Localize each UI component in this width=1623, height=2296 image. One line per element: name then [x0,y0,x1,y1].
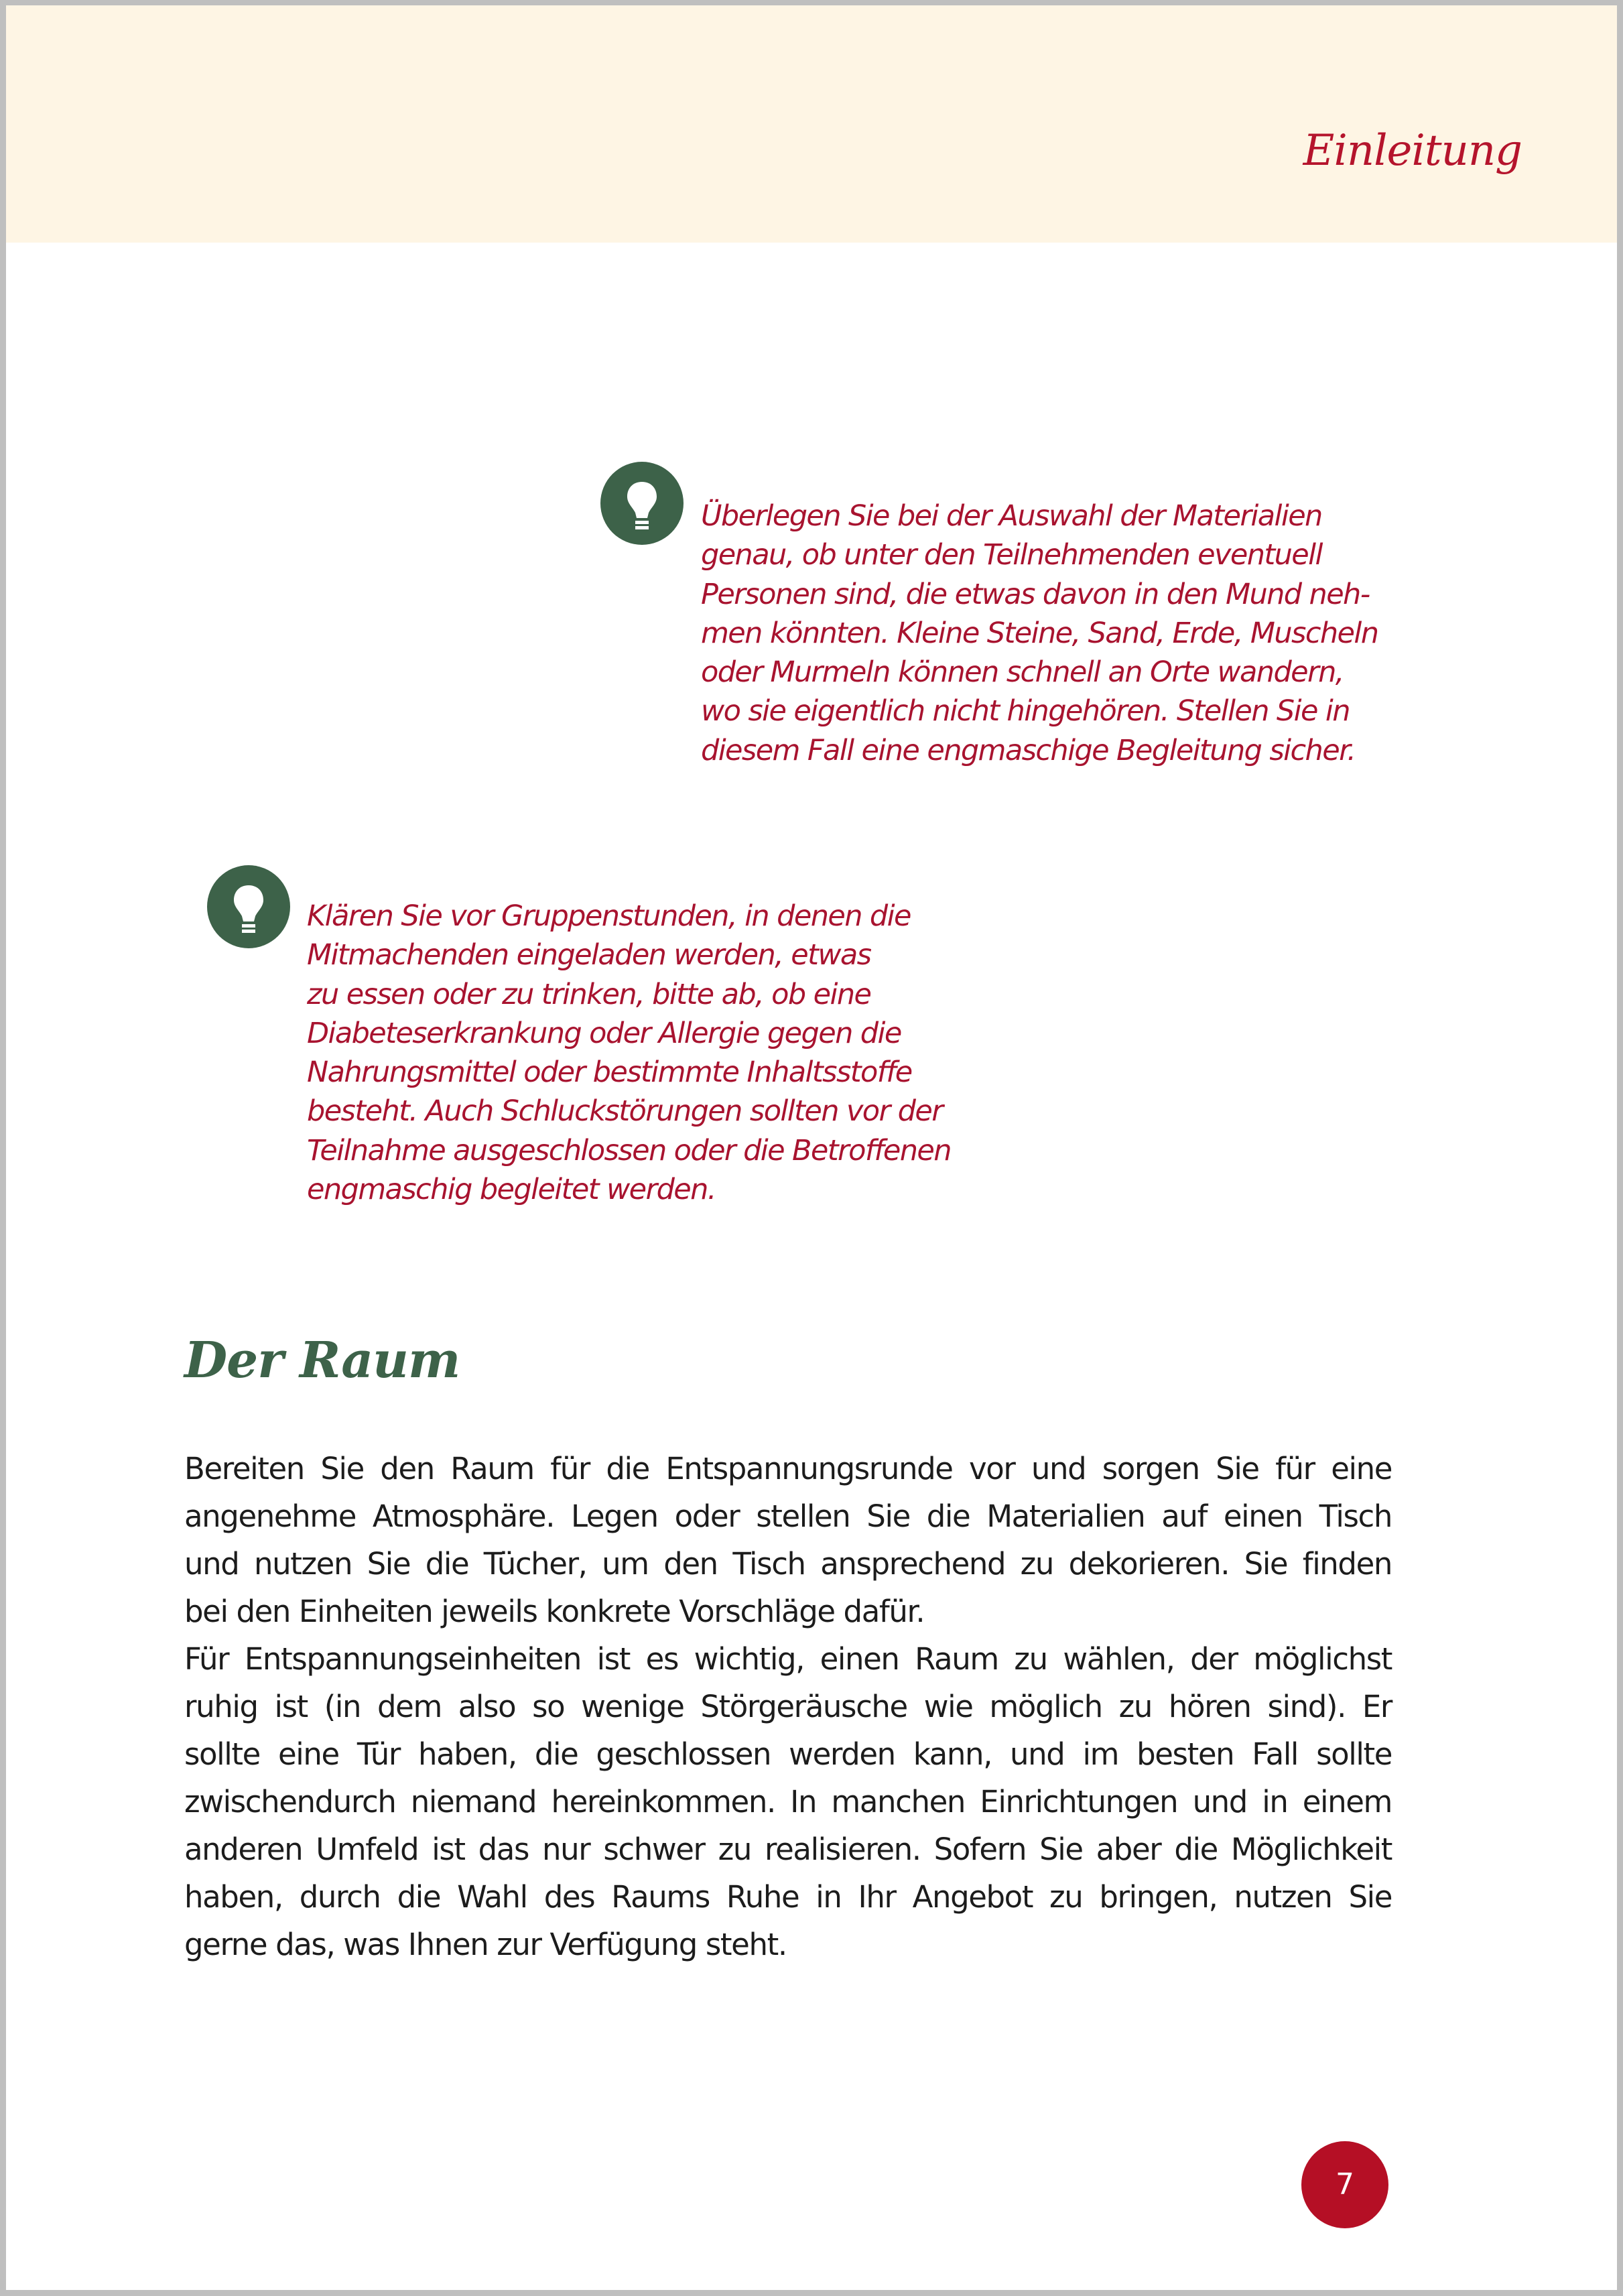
tip-line: engmaschig begleitet werden. [307,1173,716,1207]
tip-line: oder Murmeln können schnell an Orte wandern, [701,655,1344,690]
body-line: zwischendurch niemand hereinkommen. In manchen Einrichtungen und in einem [184,1784,1392,1820]
tip-line: Klären Sie vor Gruppenstunden, in denen die [307,899,911,933]
body-paragraph [184,1445,1392,1968]
body-line: haben, durch die Wahl des Raums Ruhe in Ihr Angebot zu bringen, nutzen Sie [184,1879,1392,1915]
tip-line: Mitmachenden eingeladen werden, etwas [307,938,871,972]
lightbulb-icon [207,865,290,948]
tip-line: Diabeteserkrankung oder Allergie gegen die [307,1016,901,1050]
tip-line: Personen sind, die etwas davon in den Mund neh- [701,577,1370,611]
tip-line: wo sie eigentlich nicht hingehören. Stellen Sie in [701,694,1350,728]
tip-text [701,497,1378,770]
tip-line: genau, ob unter den Teilnehmenden eventuell [701,538,1322,572]
tip-text [307,897,951,1209]
page-number-badge: 7 [1301,2141,1388,2228]
body-line: sollte eine Tür haben, die geschlossen werden kann, und im besten Fall sollte [184,1736,1392,1772]
body-line: Bereiten Sie den Raum für die Entspannungsrunde vor und sorgen Sie für eine [184,1451,1392,1486]
book-page [6,5,1617,2290]
body-line: Für Entspannungseinheiten ist es wichtig, einen Raum zu wählen, der möglichst [184,1641,1392,1677]
chapter-title: Einleitung [1303,126,1522,176]
body-line: ruhig ist (in dem also so wenige Störgeräusche wie möglich zu hören sind). Er [184,1689,1392,1724]
body-line: und nutzen Sie die Tücher, um den Tisch ansprechend zu dekorieren. Sie finden [184,1546,1392,1582]
body-line: bei den Einheiten jeweils konkrete Vorschläge dafür. [184,1594,925,1629]
tip-line: zu essen oder zu trinken, bitte ab, ob eine [307,977,871,1011]
body-line: gerne das, was Ihnen zur Verfügung steht. [184,1927,787,1962]
tip-line: Überlegen Sie bei der Auswahl der Materialien [701,499,1322,533]
tip-line: men könnten. Kleine Steine, Sand, Erde, Muscheln [701,616,1378,650]
lightbulb-icon [600,462,684,545]
body-line: anderen Umfeld ist das nur schwer zu realisieren. Sofern Sie aber die Möglichkeit [184,1832,1392,1867]
section-heading: Der Raum [184,1332,460,1389]
tip-line: Nahrungsmittel oder bestimmte Inhaltsstoffe [307,1056,912,1090]
tip-line: besteht. Auch Schluckstörungen sollten vor der [307,1094,943,1129]
header-band [6,5,1617,243]
tip-line: diesem Fall eine engmaschige Begleitung sicher. [701,733,1356,767]
body-line: angenehme Atmosphäre. Legen oder stellen Sie die Materialien auf einen Tisch [184,1498,1392,1534]
tip-line: Teilnahme ausgeschlossen oder die Betroffenen [307,1133,951,1167]
